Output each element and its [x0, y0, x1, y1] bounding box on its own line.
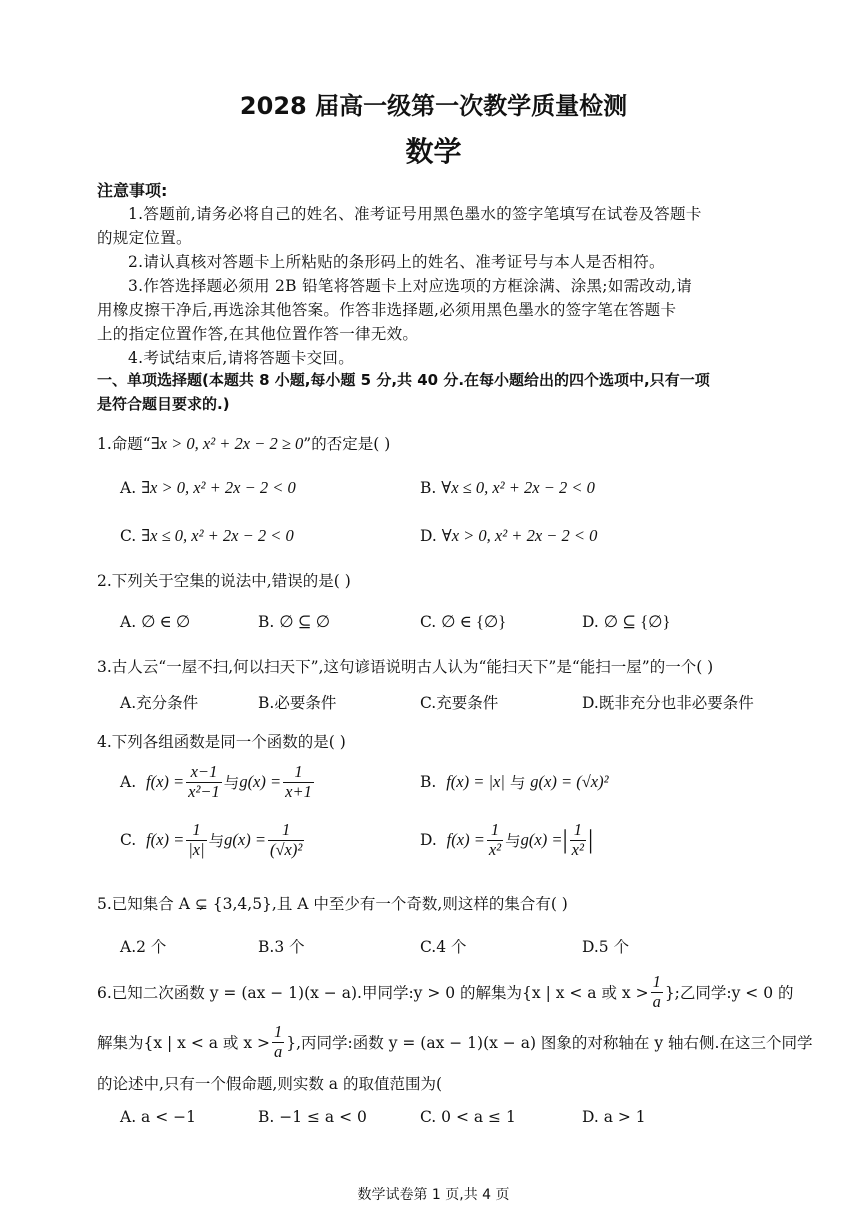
question-3-option-a: A.充分条件 [120, 694, 199, 712]
question-3-option-c: C.充要条件 [420, 694, 499, 712]
question-2-stem: 2.下列关于空集的说法中,错误的是( ) [97, 572, 351, 590]
question-1-stem: 1.命题“∃x > 0, x² + 2x − 2 ≥ 0”的否定是( ) [97, 434, 391, 453]
question-4-option-d: D. f(x) = $\frac{1}{\text{x²}}$ 与 g(x) = | $\frac{1}{\text{x²}}$ | [420, 819, 594, 859]
question-5-option-b: B.3 个 [258, 938, 305, 956]
question-3-option-d: D.既非充分也非必要条件 [582, 694, 754, 712]
question-6-option-d: D. a > 1 [582, 1108, 646, 1126]
question-2-option-c: C. ∅ ∈ {∅} [420, 612, 507, 631]
section-heading-cont: 是符合题目要求的.) [97, 395, 230, 413]
notice-item: 4.考试结束后,请将答题卡交回。 [128, 349, 355, 367]
exam-title: 2028 届高一级第一次教学质量检测 [239, 92, 628, 120]
question-5-stem: 5.已知集合 A ⊊ {3,4,5},且 A 中至少有一个奇数,则这样的集合有( ) [97, 895, 568, 913]
notice-heading: 注意事项: [97, 181, 168, 200]
question-4-option-b: B. f(x) = |x| 与 g(x) = (√x)² [420, 772, 609, 792]
question-6-stem-line3: 的论述中,只有一个假命题,则实数 a 的取值范围为( [97, 1075, 442, 1093]
question-4-option-a: A. f(x) = $\frac{x-1}{\text{x²−1}}$ 与 g(x) = $\frac{1}{x+1}$ [120, 761, 312, 801]
question-6-option-a: A. a < −1 [120, 1108, 196, 1126]
question-4-stem: 4.下列各组函数是同一个函数的是( ) [97, 733, 346, 751]
section-heading: 一、单项选择题(本题共 8 小题,每小题 5 分,共 40 分.在每小题给出的四个选项中,只有一项 [97, 371, 710, 389]
question-6-stem-line2: 解集为{x | x < a 或 x > $\frac{1}{a}$ },丙同学:函数 y = (ax − 1)(x − a) 图象的对称轴在 y 轴右侧.在这三个同学 [97, 1021, 813, 1061]
question-2-option-d: D. ∅ ⊆ {∅} [582, 612, 671, 631]
question-6-stem-line1: 6.已知二次函数 y = (ax − 1)(x − a).甲同学:y > 0 的解集为{x | x < a 或 x > $\frac{1}{a}$ };乙同学:y < 0 的 [97, 971, 794, 1011]
subject-title: 数学 [405, 135, 462, 168]
notice-item: 上的指定位置作答,在其他位置作答一律无效。 [97, 325, 419, 343]
question-6-option-b: B. −1 ≤ a < 0 [258, 1108, 367, 1126]
question-1-option-d: D. ∀x > 0, x² + 2x − 2 < 0 [420, 526, 598, 545]
question-1-option-c: C. ∃x ≤ 0, x² + 2x − 2 < 0 [120, 526, 294, 545]
question-3-stem: 3.古人云“一屋不扫,何以扫天下”,这句谚语说明古人认为“能扫天下”是“能扫一屋”的一个( ) [97, 658, 714, 676]
notice-item: 用橡皮擦干净后,再选涂其他答案。作答非选择题,必须用黑色墨水的签字笔在答题卡 [97, 301, 677, 319]
page-footer: 数学试卷第 1 页,共 4 页 [357, 1187, 510, 1203]
notice-item: 2.请认真核对答题卡上所粘贴的条形码上的姓名、准考证号与本人是否相符。 [128, 253, 665, 271]
question-6-option-c: C. 0 < a ≤ 1 [420, 1108, 516, 1126]
question-5-option-c: C.4 个 [420, 938, 467, 956]
notice-item: 的规定位置。 [97, 229, 192, 247]
question-1-option-a: A. ∃x > 0, x² + 2x − 2 < 0 [120, 478, 296, 497]
question-1-option-b: B. ∀x ≤ 0, x² + 2x − 2 < 0 [420, 478, 595, 497]
question-5-option-d: D.5 个 [582, 938, 630, 956]
question-5-option-a: A.2 个 [120, 938, 167, 956]
question-2-option-b: B. ∅ ⊆ ∅ [258, 612, 331, 631]
question-3-option-b: B.必要条件 [258, 694, 337, 712]
notice-item: 3.作答选择题必须用 2B 铅笔将答题卡上对应选项的方框涂满、涂黑;如需改动,请 [128, 277, 693, 295]
question-4-option-c: C. f(x) = $\frac{1}{|x|}$ 与 g(x) = $\frac{1}{\text{(√x)²}}$ [120, 819, 303, 859]
question-2-option-a: A. ∅ ∈ ∅ [120, 612, 191, 631]
notice-item: 1.答题前,请务必将自己的姓名、准考证号用黑色墨水的签字笔填写在试卷及答题卡 [128, 205, 702, 223]
